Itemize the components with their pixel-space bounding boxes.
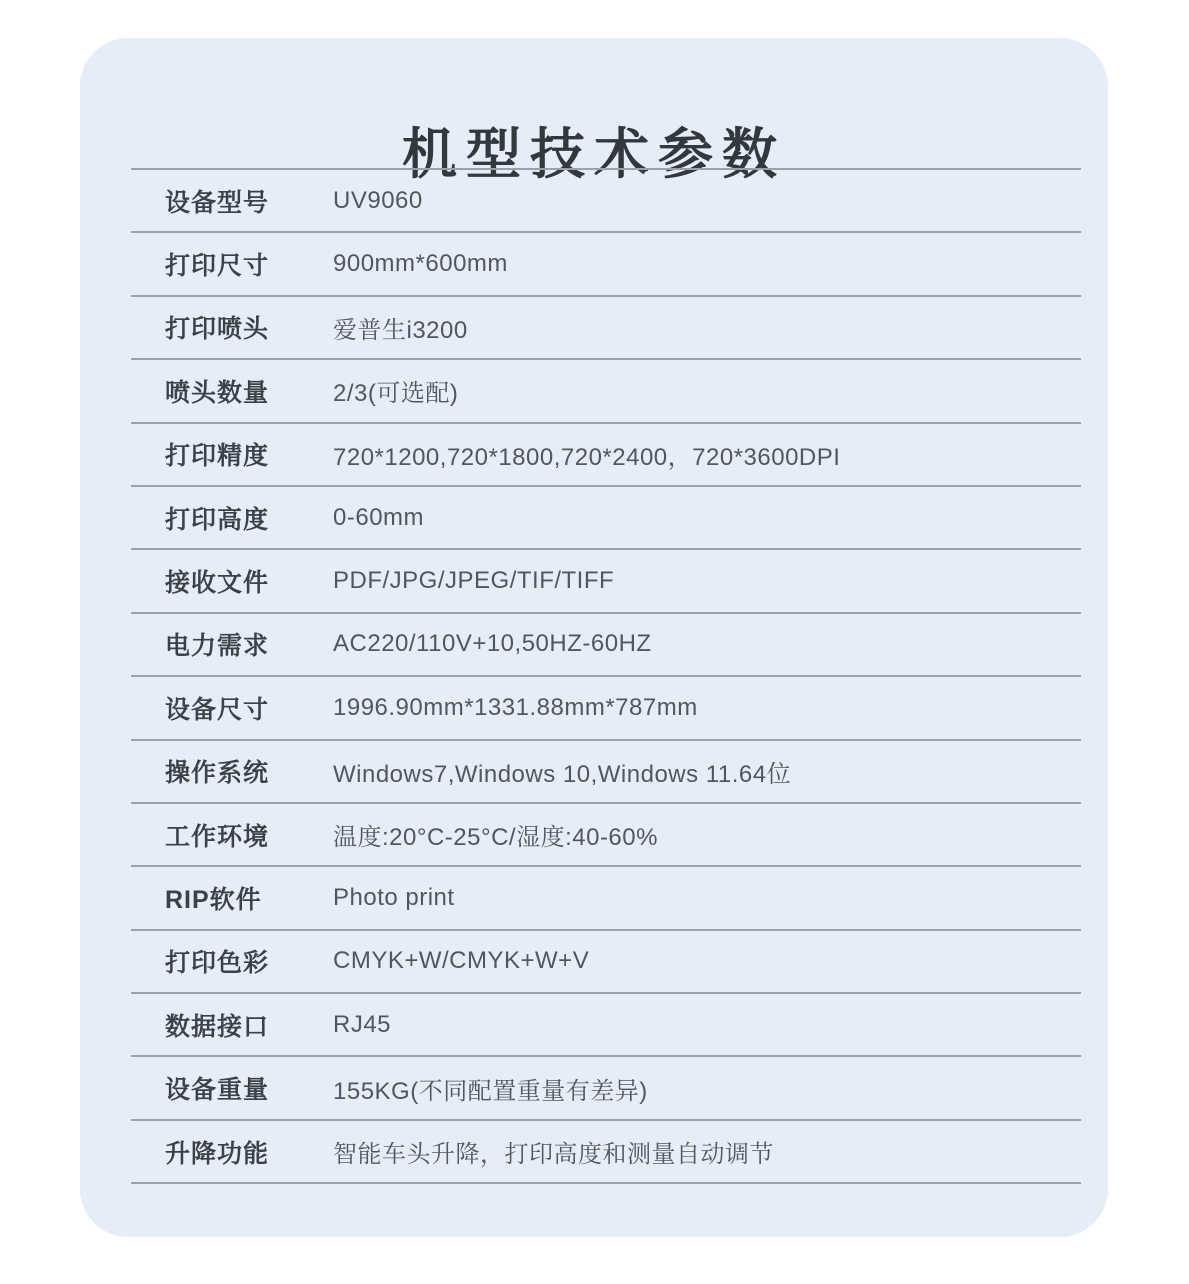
spec-label: 接收文件 (165, 569, 270, 598)
spec-value: 155KG(不同配置重量有差异) (333, 1077, 648, 1105)
spec-row (131, 1121, 1081, 1184)
spec-row (131, 297, 1081, 360)
spec-value: CMYK+W/CMYK+W+V (333, 947, 590, 975)
spec-value: Photo print (333, 883, 455, 911)
spec-label: 操作系统 (165, 759, 270, 788)
spec-value: Windows7,Windows 10,Windows 11.64位 (333, 760, 792, 788)
spec-label: 打印尺寸 (165, 252, 270, 281)
spec-row (131, 677, 1081, 740)
spec-row (131, 614, 1081, 677)
spec-row (131, 233, 1081, 296)
spec-row (131, 1057, 1081, 1120)
spec-row (131, 741, 1081, 804)
spec-value: 智能车头升降，打印高度和测量自动调节 (333, 1141, 774, 1169)
spec-label: 喷头数量 (165, 378, 270, 407)
spec-value: 720*1200,720*1800,720*2400，720*3600DPI (333, 443, 841, 471)
spec-value: 爱普生i3200 (333, 316, 468, 344)
spec-value: 900mm*600mm (333, 250, 508, 278)
spec-value: UV9060 (333, 186, 423, 214)
page-title: 机型技术参数 (401, 123, 786, 185)
spec-label: RIP软件 (165, 885, 262, 914)
spec-label: 打印喷头 (165, 315, 270, 344)
spec-label: 工作环境 (165, 822, 270, 851)
spec-label: 设备尺寸 (165, 695, 270, 724)
spec-value: 温度:20°C-25°C/湿度:40-60% (333, 824, 658, 852)
spec-value: 1996.90mm*1331.88mm*787mm (333, 693, 698, 721)
spec-label: 打印精度 (165, 442, 270, 471)
spec-label: 升降功能 (165, 1139, 270, 1168)
spec-label: 电力需求 (165, 632, 270, 661)
spec-value: RJ45 (333, 1010, 392, 1038)
spec-label: 设备型号 (165, 188, 270, 217)
spec-label: 设备重量 (165, 1076, 270, 1105)
spec-row (131, 170, 1081, 233)
spec-value: PDF/JPG/JPEG/TIF/TIFF (333, 567, 615, 595)
spec-row (131, 550, 1081, 613)
spec-label: 数据接口 (165, 1012, 270, 1041)
spec-row (131, 360, 1081, 423)
spec-row (131, 931, 1081, 994)
spec-row (131, 804, 1081, 867)
spec-value: 2/3(可选配) (333, 380, 459, 408)
spec-value: AC220/110V+10,50HZ-60HZ (333, 630, 652, 658)
spec-card (80, 38, 1108, 1237)
spec-row (131, 867, 1081, 930)
spec-row (131, 487, 1081, 550)
spec-row (131, 424, 1081, 487)
spec-row (131, 994, 1081, 1057)
spec-label: 打印高度 (165, 505, 270, 534)
spec-label: 打印色彩 (165, 949, 270, 978)
spec-table (131, 168, 1081, 1184)
spec-value: 0-60mm (333, 503, 425, 531)
